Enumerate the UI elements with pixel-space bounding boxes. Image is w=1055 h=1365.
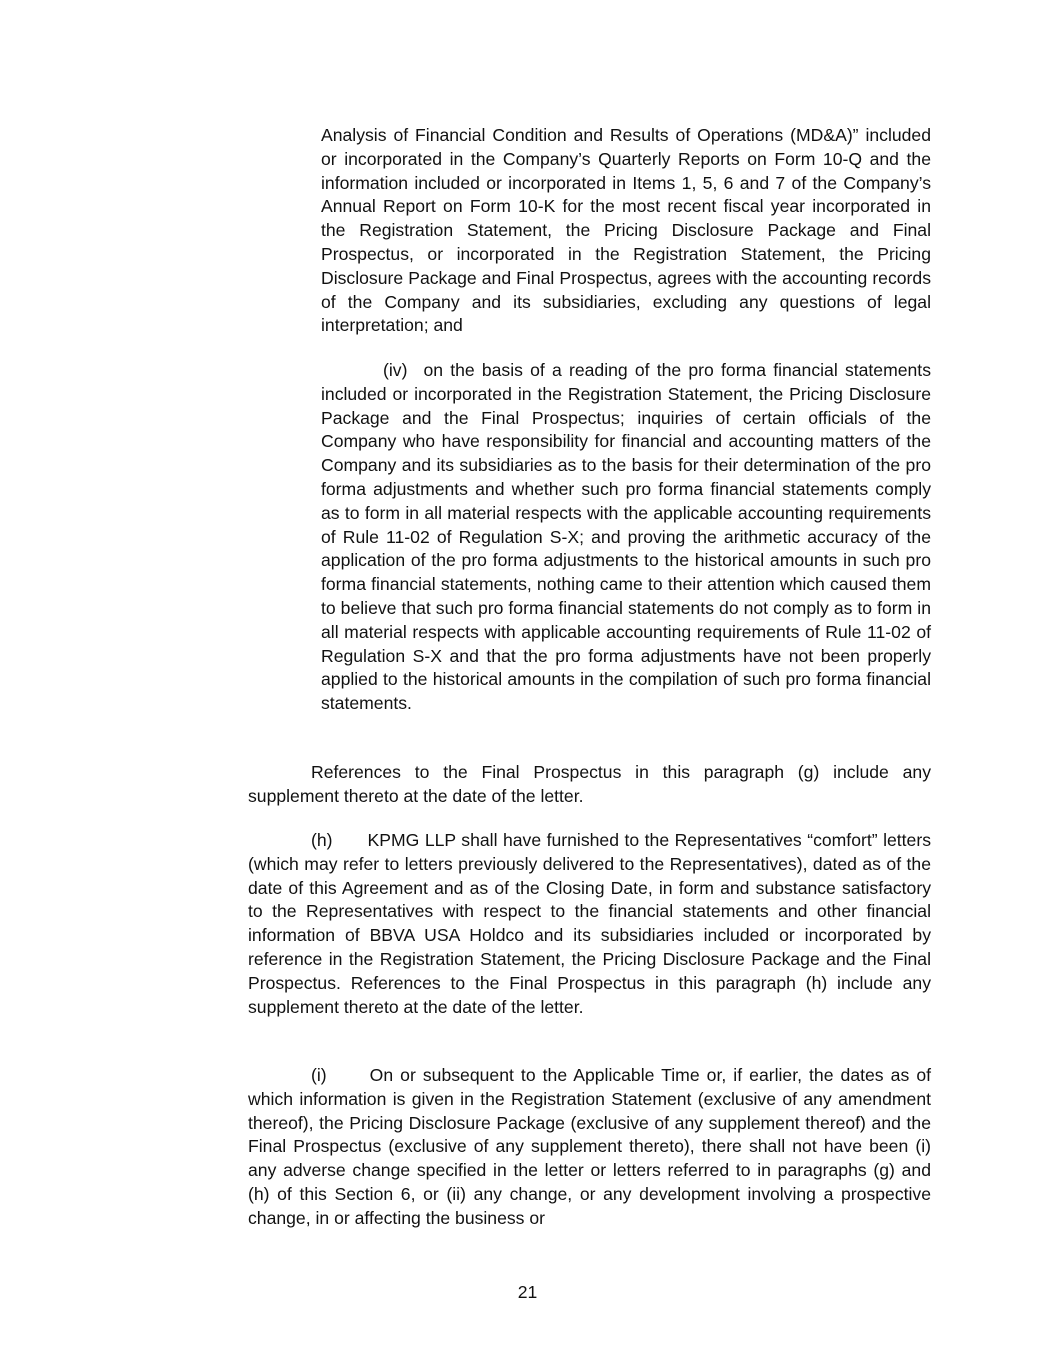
paragraph-label: (i) [311, 1065, 327, 1085]
paragraph-text: KPMG LLP shall have furnished to the Representatives “comfort” letters (which may refer to letters previously delivered to the Representatives), dated as of the date of this Agreement and as of the Closing Date, in form and substance satisfactory to the Representatives with respect to the financial statements and other financial information of BBVA USA Holdco and its subsidiaries included or incorporated by reference in the Registration Statement, the Pricing Disclosure Package and the Final Prospectus. References to the Final Prospectus in this paragraph (h) include any supplement thereto at the date of the letter. [248, 830, 931, 1017]
paragraph-text: Analysis of Financial Condition and Results of Operations (MD&A)” included or incorporated in the Company’s Quarterly Reports on Form 10-Q and the information included or incorporated in Items 1, 5, 6 and 7 of the Company’s Annual Report on Form 10-K for the most recent fiscal year incorporated in the Registration Statement, the Pricing Disclosure Package and Final Prospectus, or incorporated in the Registration Statement, the Pricing Disclosure Package and Final Prospectus, agrees with the accounting records of the Company and its subsidiaries, excluding any questions of legal interpretation; and [321, 125, 931, 336]
paragraph-text: On or subsequent to the Applicable Time or, if earlier, the dates as of which information is given in the Registration Statement (exclusive of any amendment thereof), the Pricing Disclosure Package (exclusive of any supplement thereof) and the Final Prospectus (exclusive of any supplement thereto), there shall not have been (i) any adverse change specified in the letter or letters referred to in paragraphs (g) and (h) of this Section 6, or (ii) any change, or any development involving a prospective change, in or affecting the business or [248, 1065, 931, 1228]
paragraph-iv [321, 359, 931, 716]
paragraph-label: (iv) [383, 360, 408, 380]
paragraph-label: (h) [311, 830, 333, 850]
paragraph-mdna-continuation [321, 124, 931, 338]
paragraph-h [248, 829, 931, 1019]
paragraph-text: References to the Final Prospectus in this paragraph (g) include any supplement thereto at the date of the letter. [248, 762, 931, 806]
paragraph-text: on the basis of a reading of the pro forma financial statements included or incorporated in the Registration Statement, the Pricing Disclosure Package and the Final Prospectus; inquiries of certain officials of the Company who have responsibility for financial and accounting matters of the Company and its subsidiaries as to the basis for their determination of the pro forma adjustments and whether such pro forma financial statements comply as to form in all material respects with the applicable accounting requirements of Rule 11-02 of Regulation S-X; and proving the arithmetic accuracy of the application of the pro forma adjustments to the historical amounts in such pro forma financial statements, nothing came to their attention which caused them to believe that such pro forma financial statements do not comply as to form in all material respects with applicable accounting requirements of Rule 11-02 of Regulation S-X and that the pro forma adjustments have not been properly applied to the historical amounts in the compilation of such pro forma financial statements. [321, 360, 931, 714]
page-number: 21 [517, 1282, 538, 1302]
paragraph-references-g [248, 761, 931, 809]
paragraph-i [248, 1064, 931, 1231]
